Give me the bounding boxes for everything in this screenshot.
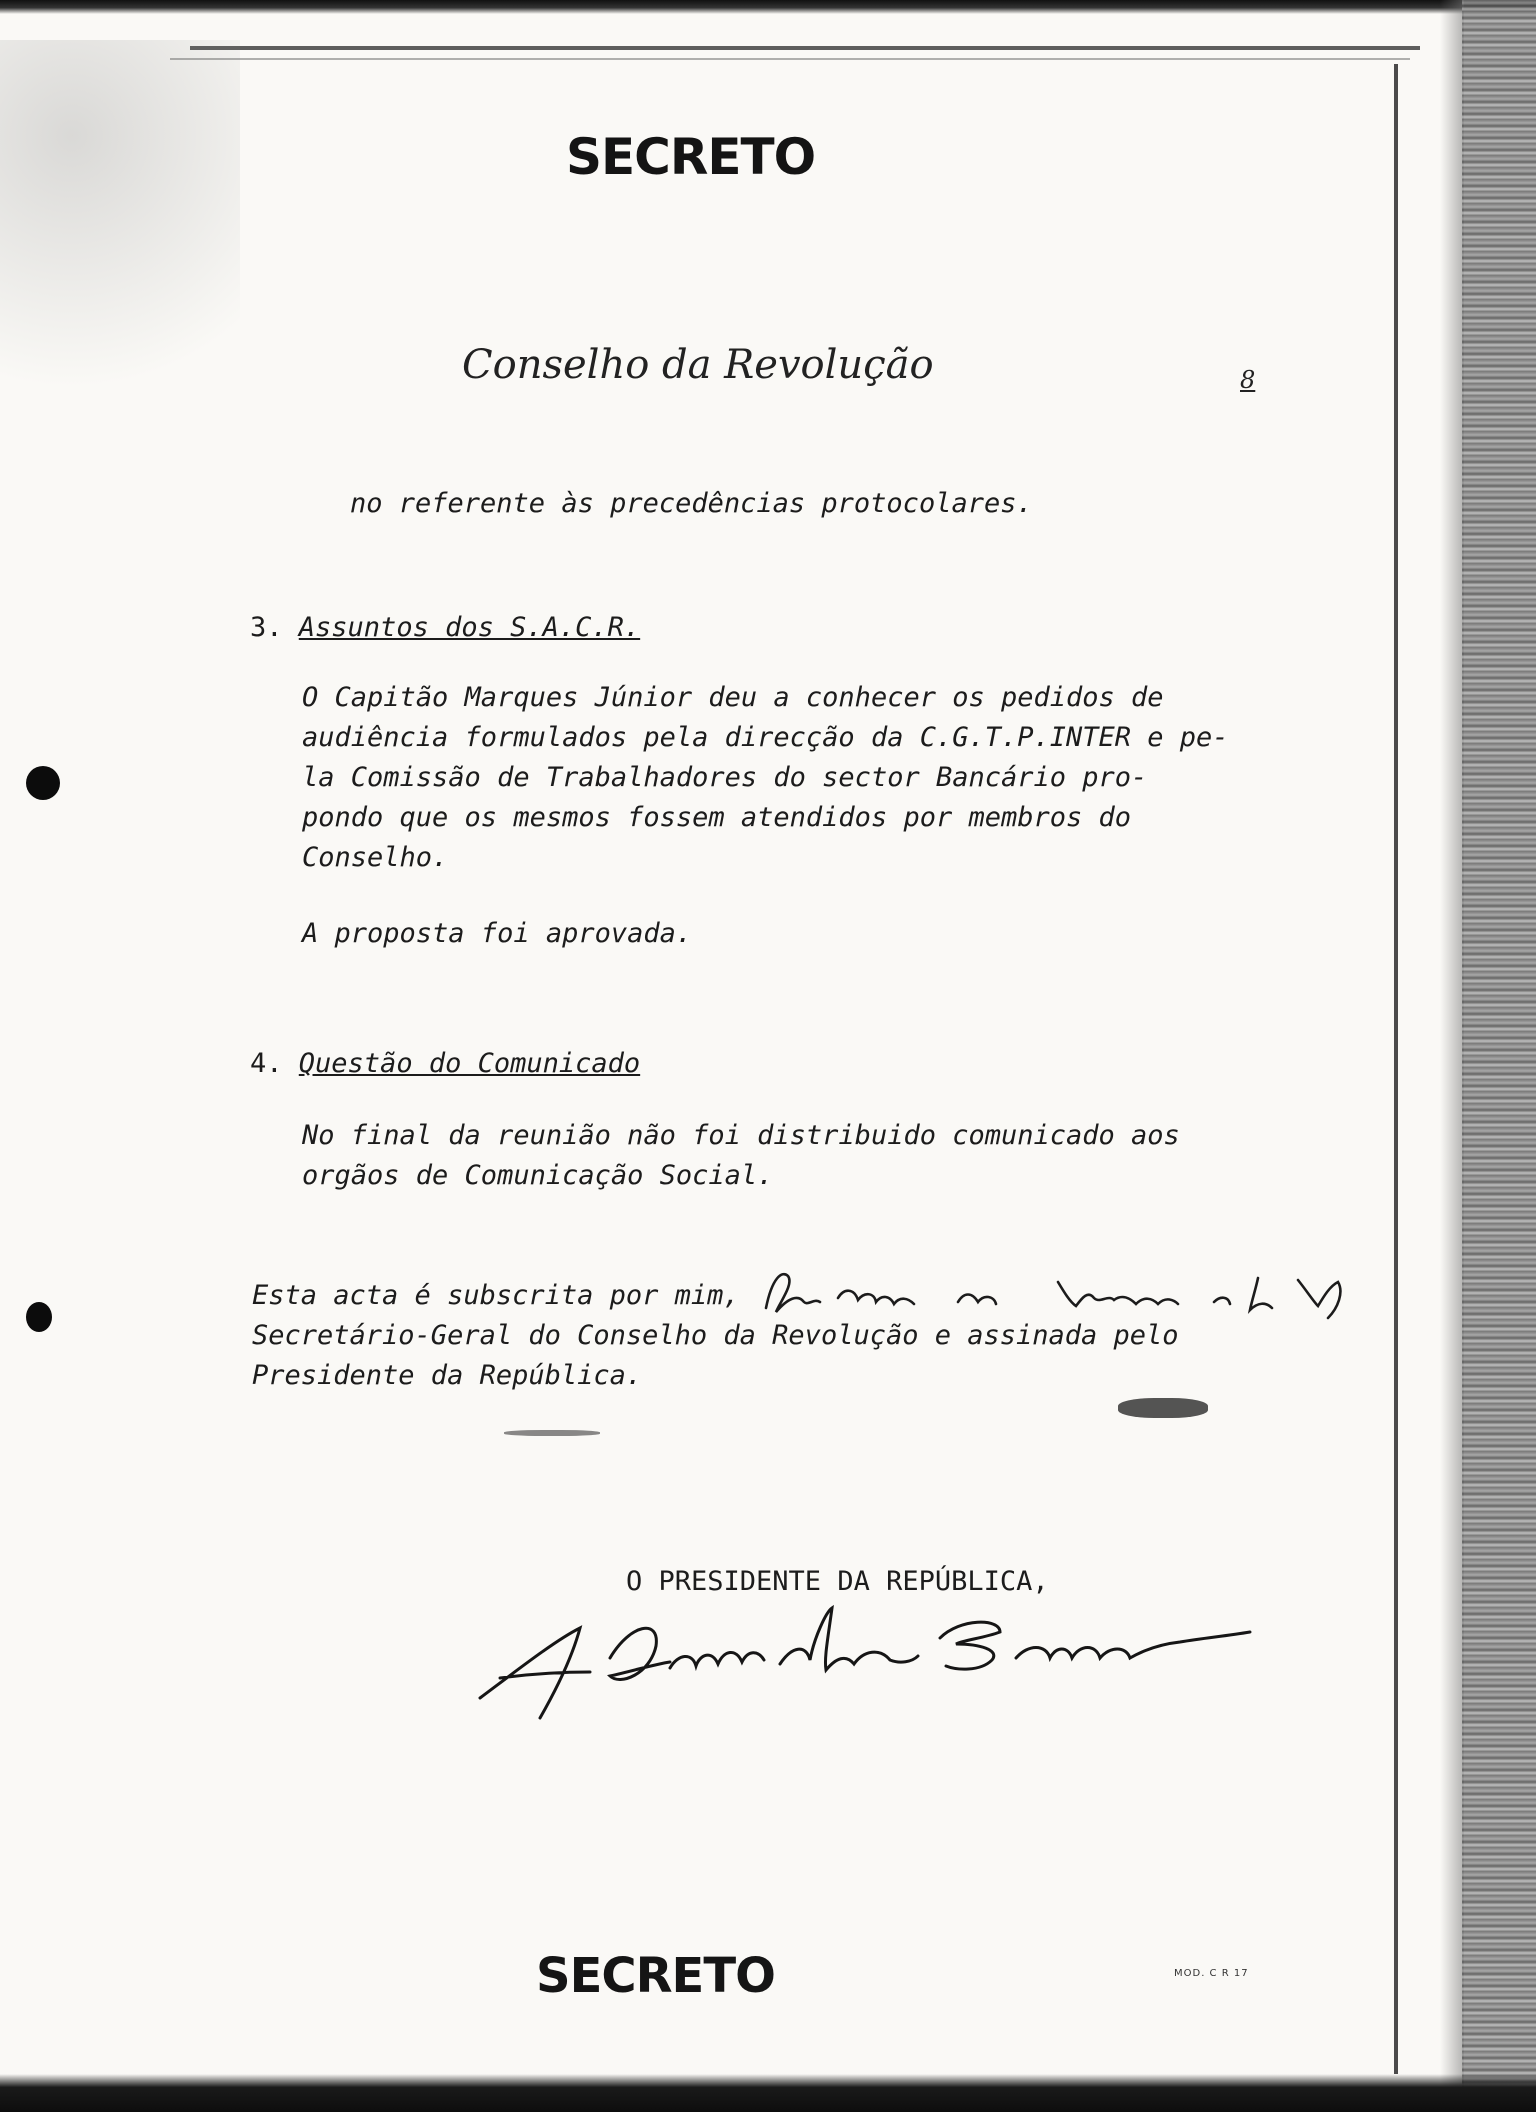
scan-right-shadow xyxy=(1440,0,1464,2112)
scan-right-edge xyxy=(1462,0,1536,2112)
ink-smudge xyxy=(1118,1398,1208,1418)
punch-hole xyxy=(26,1302,52,1332)
closing-line: Esta acta é subscrita por mim, xyxy=(252,1280,740,1311)
section-number: 4. xyxy=(250,1048,283,1079)
president-signature xyxy=(460,1598,1260,1738)
paragraph-line: No final da reunião não foi distribuido comunicado aos xyxy=(302,1120,1180,1151)
paragraph-line: O Capitão Marques Júnior deu a conhecer os pedidos de xyxy=(302,682,1164,713)
ink-smudge xyxy=(504,1430,600,1436)
section-result: A proposta foi aprovada. xyxy=(302,918,693,949)
scan-top-rule-secondary xyxy=(170,58,1410,60)
closing-line: Presidente da República. xyxy=(252,1360,643,1391)
page-border-line xyxy=(1394,64,1398,2074)
closing-line: Secretário-Geral do Conselho da Revolução e assinada pelo xyxy=(252,1320,1179,1351)
president-label: O PRESIDENTE DA REPÚBLICA, xyxy=(626,1566,1049,1597)
paragraph-line: orgãos de Comunicação Social. xyxy=(302,1160,774,1191)
paragraph-line: pondo que os mesmos fossem atendidos por membros do xyxy=(302,802,1132,833)
scan-speckle xyxy=(0,40,240,520)
council-heading: Conselho da Revolução xyxy=(462,342,934,388)
intro-line: no referente às precedências protocolares. xyxy=(350,488,1033,519)
form-model-code: MOD. C R 17 xyxy=(1174,1968,1249,1979)
scan-top-edge xyxy=(0,0,1536,14)
section-title: Questão do Comunicado xyxy=(298,1048,641,1079)
classification-stamp-top: SECRETO xyxy=(566,128,816,186)
page-number: 8 xyxy=(1240,366,1256,394)
section-3-heading xyxy=(250,608,640,648)
section-title: Assuntos dos S.A.C.R. xyxy=(298,612,641,643)
classification-stamp-bottom: SECRETO xyxy=(536,1948,775,2004)
section-4-heading xyxy=(250,1044,640,1084)
paragraph-line: la Comissão de Trabalhadores do sector Bancário pro- xyxy=(302,762,1148,793)
paragraph-line: Conselho. xyxy=(302,842,449,873)
scan-bottom-edge xyxy=(0,2074,1536,2112)
section-number: 3. xyxy=(250,612,283,643)
scan-top-rule xyxy=(190,46,1420,50)
punch-hole xyxy=(26,766,60,800)
paragraph-line: audiência formulados pela direcção da C.G.T.P.INTER e pe- xyxy=(302,722,1229,753)
